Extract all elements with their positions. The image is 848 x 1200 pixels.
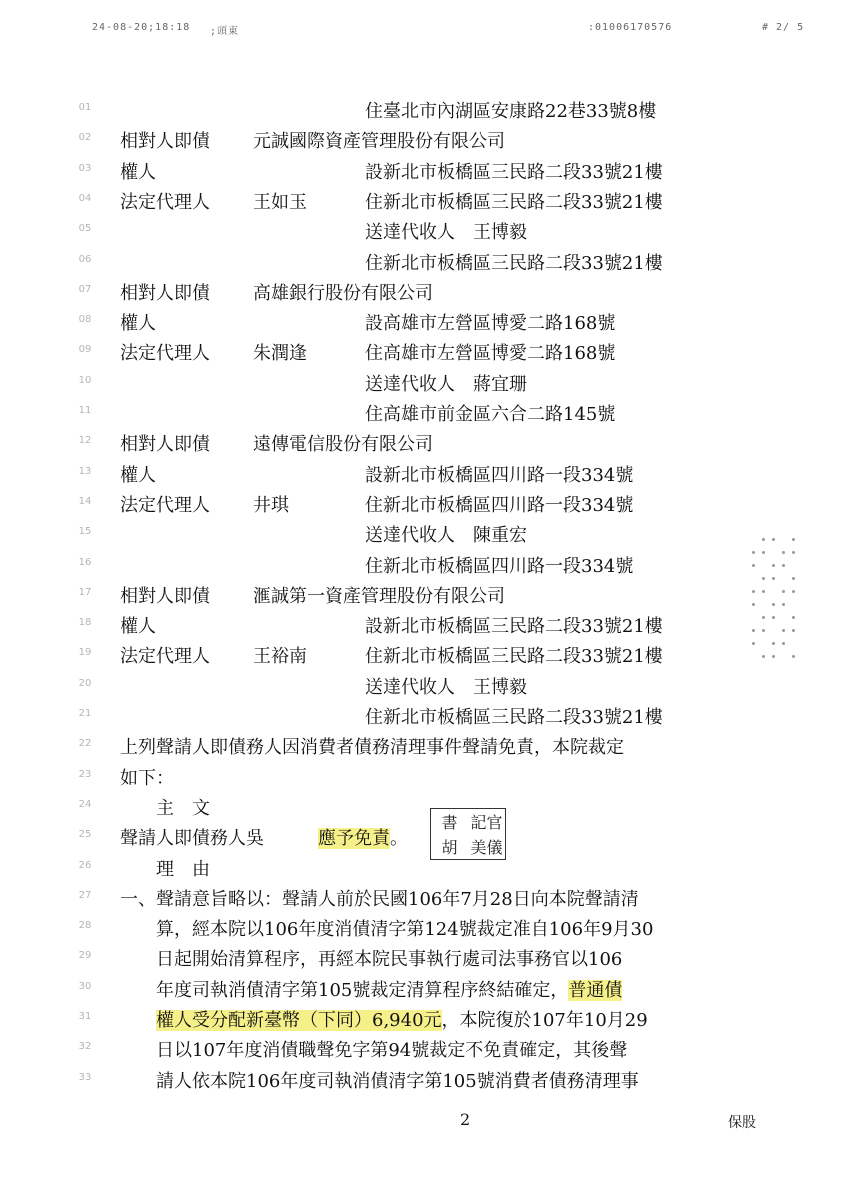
line-number: 06 [78, 253, 92, 265]
document-line [0, 609, 848, 639]
dot [762, 655, 765, 658]
text-segment: 年度司執消債清字第105號裁定清算程序終結確定， [120, 979, 569, 1001]
line-text: 住高雄市前金區六合二路145號 [365, 404, 616, 425]
line-number: 02 [78, 132, 92, 144]
clerk-seal [430, 808, 506, 860]
text-segment [120, 1010, 156, 1031]
dot [772, 616, 775, 619]
line-number: 27 [78, 889, 92, 901]
line-number: 31 [78, 1011, 92, 1022]
line-number: 19 [78, 647, 92, 659]
line-number: 03 [78, 162, 92, 174]
highlighted-text: 應予免責 [318, 828, 390, 850]
dot [792, 551, 795, 554]
line-text: 請人依本院106年度司執消債清字第105號消費者債務清理事 [120, 1070, 639, 1092]
dot [782, 564, 785, 567]
dot [792, 577, 795, 580]
perforation-marks [752, 538, 804, 668]
line-text: 法定代理人 [120, 191, 210, 213]
line-text: 送達代收人 蔣宜珊 [365, 373, 527, 395]
document-line [0, 276, 848, 306]
document-line [0, 215, 848, 245]
line-number: 04 [78, 192, 92, 204]
seal-char: 胡 [441, 838, 458, 857]
line-text: 相對人即債 [120, 282, 210, 304]
line-text: 送達代收人 王博毅 [365, 676, 527, 698]
line-number: 11 [78, 405, 92, 416]
line-text: 王裕南 [253, 646, 307, 668]
line-text: 住新北市板橋區四川路一段334號 [365, 494, 634, 516]
seal-char: 書 [441, 813, 458, 832]
line-text: 住高雄市左營區博愛二路168號 [365, 343, 616, 365]
dot [792, 538, 795, 541]
line-text: 相對人即債 [120, 585, 210, 607]
line-text: 元誠國際資產管理股份有限公司 [253, 131, 505, 153]
document-line [0, 791, 848, 821]
fax-number: :01006170576 [588, 22, 673, 33]
line-number: 24 [78, 798, 92, 810]
document-line [0, 488, 848, 518]
line-number: 15 [78, 526, 92, 538]
line-text: 如下： [120, 767, 174, 789]
dot [772, 538, 775, 541]
dot [752, 564, 755, 567]
document-line [0, 639, 848, 669]
document-line [0, 821, 848, 851]
dot [752, 603, 755, 606]
dot [792, 629, 795, 632]
dot [782, 590, 785, 593]
line-text: 朱潤逢 [253, 343, 307, 365]
line-text [120, 976, 622, 1002]
document-line [0, 670, 848, 700]
line-text: 法定代理人 [120, 494, 210, 516]
line-number: 28 [78, 920, 92, 932]
line-text: 權人 [120, 161, 156, 183]
line-number: 26 [78, 859, 92, 871]
line-text: 住新北市板橋區三民路二段33號21樓 [365, 707, 663, 728]
dot [762, 551, 765, 554]
line-text: 住新北市板橋區三民路二段33號21樓 [365, 191, 663, 213]
document-line [0, 155, 848, 185]
line-number: 13 [78, 465, 92, 477]
highlighted-text: 普通債 [568, 979, 623, 1001]
dot [792, 616, 795, 619]
line-text: 權人 [120, 464, 156, 486]
line-number: 08 [78, 314, 92, 326]
document-line [0, 852, 848, 882]
dot [782, 603, 785, 606]
line-number: 16 [78, 556, 92, 568]
line-text: 日以107年度消債職聲免字第94號裁定不免責確定，其後聲 [120, 1040, 628, 1062]
line-text: 設新北市板橋區三民路二段33號21樓 [365, 616, 663, 638]
line-number: 05 [78, 223, 92, 235]
line-number: 09 [78, 344, 92, 356]
text-segment: 。 [390, 828, 408, 850]
document-line [0, 518, 848, 548]
dot [782, 642, 785, 645]
unit-label: 保股 [728, 1115, 756, 1131]
document-line [0, 761, 848, 791]
document-line [0, 397, 848, 427]
line-text: 法定代理人 [120, 646, 210, 668]
line-text [120, 824, 408, 850]
line-text: 設新北市板橋區四川路一段334號 [365, 464, 634, 486]
line-number: 01 [78, 102, 92, 113]
document-line [0, 427, 848, 457]
dot [792, 590, 795, 593]
line-text: 上列聲請人即債務人因消費者債務清理事件聲請免責，本院裁定 [120, 737, 624, 759]
dot [752, 590, 755, 593]
document-line [0, 549, 848, 579]
line-text: 權人 [120, 313, 156, 335]
line-text: 日起開始清算程序，再經本院民事執行處司法事務官以106 [120, 949, 623, 971]
line-number: 18 [78, 617, 92, 629]
line-text: 相對人即債 [120, 131, 210, 153]
line-text: 高雄銀行股份有限公司 [253, 282, 433, 304]
line-text: 一、聲請意旨略以：聲請人前於民國106年7月28日向本院聲請清 [120, 888, 639, 910]
line-text: 設新北市板橋區三民路二段33號21樓 [365, 161, 663, 183]
highlighted-text: 權人受分配新臺幣（下同）6,940元 [156, 1010, 442, 1031]
document-line [0, 185, 848, 215]
line-text: 住新北市板橋區三民路二段33號21樓 [365, 252, 663, 274]
document-line [0, 458, 848, 488]
line-text: 井琪 [253, 494, 289, 516]
line-number: 10 [78, 374, 92, 386]
line-text: 送達代收人 陳重宏 [365, 525, 527, 547]
document-line [0, 336, 848, 366]
text-segment: ，本院復於107年10月29 [441, 1010, 648, 1031]
line-number: 20 [78, 677, 92, 689]
line-text: 設高雄市左營區博愛二路168號 [365, 313, 616, 335]
line-text: 滙誠第一資產管理股份有限公司 [253, 585, 505, 607]
document-line [0, 94, 848, 124]
line-number: 07 [78, 283, 92, 295]
line-number: 17 [78, 586, 92, 598]
dot [772, 642, 775, 645]
line-number: 33 [78, 1071, 92, 1083]
line-text: 理 由 [120, 858, 210, 880]
dot [762, 538, 765, 541]
document-line [0, 882, 848, 912]
line-number: 21 [78, 708, 92, 719]
dot [782, 551, 785, 554]
line-number: 14 [78, 495, 92, 507]
line-text: 住新北市板橋區四川路一段334號 [365, 555, 634, 577]
line-text: 王如玉 [253, 191, 307, 213]
document-line [0, 579, 848, 609]
line-text: 送達代收人 王博毅 [365, 222, 527, 244]
document-line [0, 124, 848, 154]
line-number: 30 [78, 980, 92, 992]
document-line [0, 973, 848, 1003]
dot [762, 577, 765, 580]
fax-sender: ;頭東 [210, 26, 240, 37]
line-text: 算，經本院以106年度消債清字第124號裁定准自106年9月30 [120, 919, 654, 941]
dot [772, 655, 775, 658]
dot [772, 564, 775, 567]
line-text: 主 文 [120, 797, 210, 819]
dot [762, 590, 765, 593]
document-line [0, 306, 848, 336]
dot [762, 629, 765, 632]
document-line [0, 1064, 848, 1094]
dot [772, 577, 775, 580]
fax-page: # 2/ 5 [762, 22, 805, 33]
document-line [0, 700, 848, 730]
line-text: 權人 [120, 616, 156, 638]
line-text: 住新北市板橋區三民路二段33號21樓 [365, 646, 663, 668]
dot [762, 616, 765, 619]
seal-char: 美儀 [470, 838, 503, 857]
dot [782, 629, 785, 632]
document-line [0, 367, 848, 397]
line-number: 12 [78, 435, 92, 447]
seal-char: 記官 [470, 813, 503, 832]
line-number: 23 [78, 768, 92, 780]
line-text: 相對人即債 [120, 434, 210, 456]
dot [752, 642, 755, 645]
document-line [0, 942, 848, 972]
dot [772, 603, 775, 606]
document-line [0, 912, 848, 942]
text-segment: 聲請人即債務人吳 [120, 828, 318, 850]
dot [752, 629, 755, 632]
document-line [0, 730, 848, 760]
line-text: 遠傳電信股份有限公司 [253, 434, 433, 456]
document-line [0, 1003, 848, 1033]
line-number: 25 [78, 829, 92, 841]
line-text [120, 1006, 648, 1032]
dot [792, 655, 795, 658]
line-text: 法定代理人 [120, 343, 210, 365]
line-text: 住臺北市內湖區安康路22巷33號8樓 [365, 101, 657, 122]
line-number: 32 [78, 1041, 92, 1053]
fax-datetime: 24-08-20;18:18 [92, 22, 191, 33]
document-line [0, 246, 848, 276]
dot [752, 551, 755, 554]
line-number: 29 [78, 950, 92, 962]
line-number: 22 [78, 738, 92, 750]
page-number: 2 [460, 1110, 471, 1129]
document-line [0, 1033, 848, 1063]
